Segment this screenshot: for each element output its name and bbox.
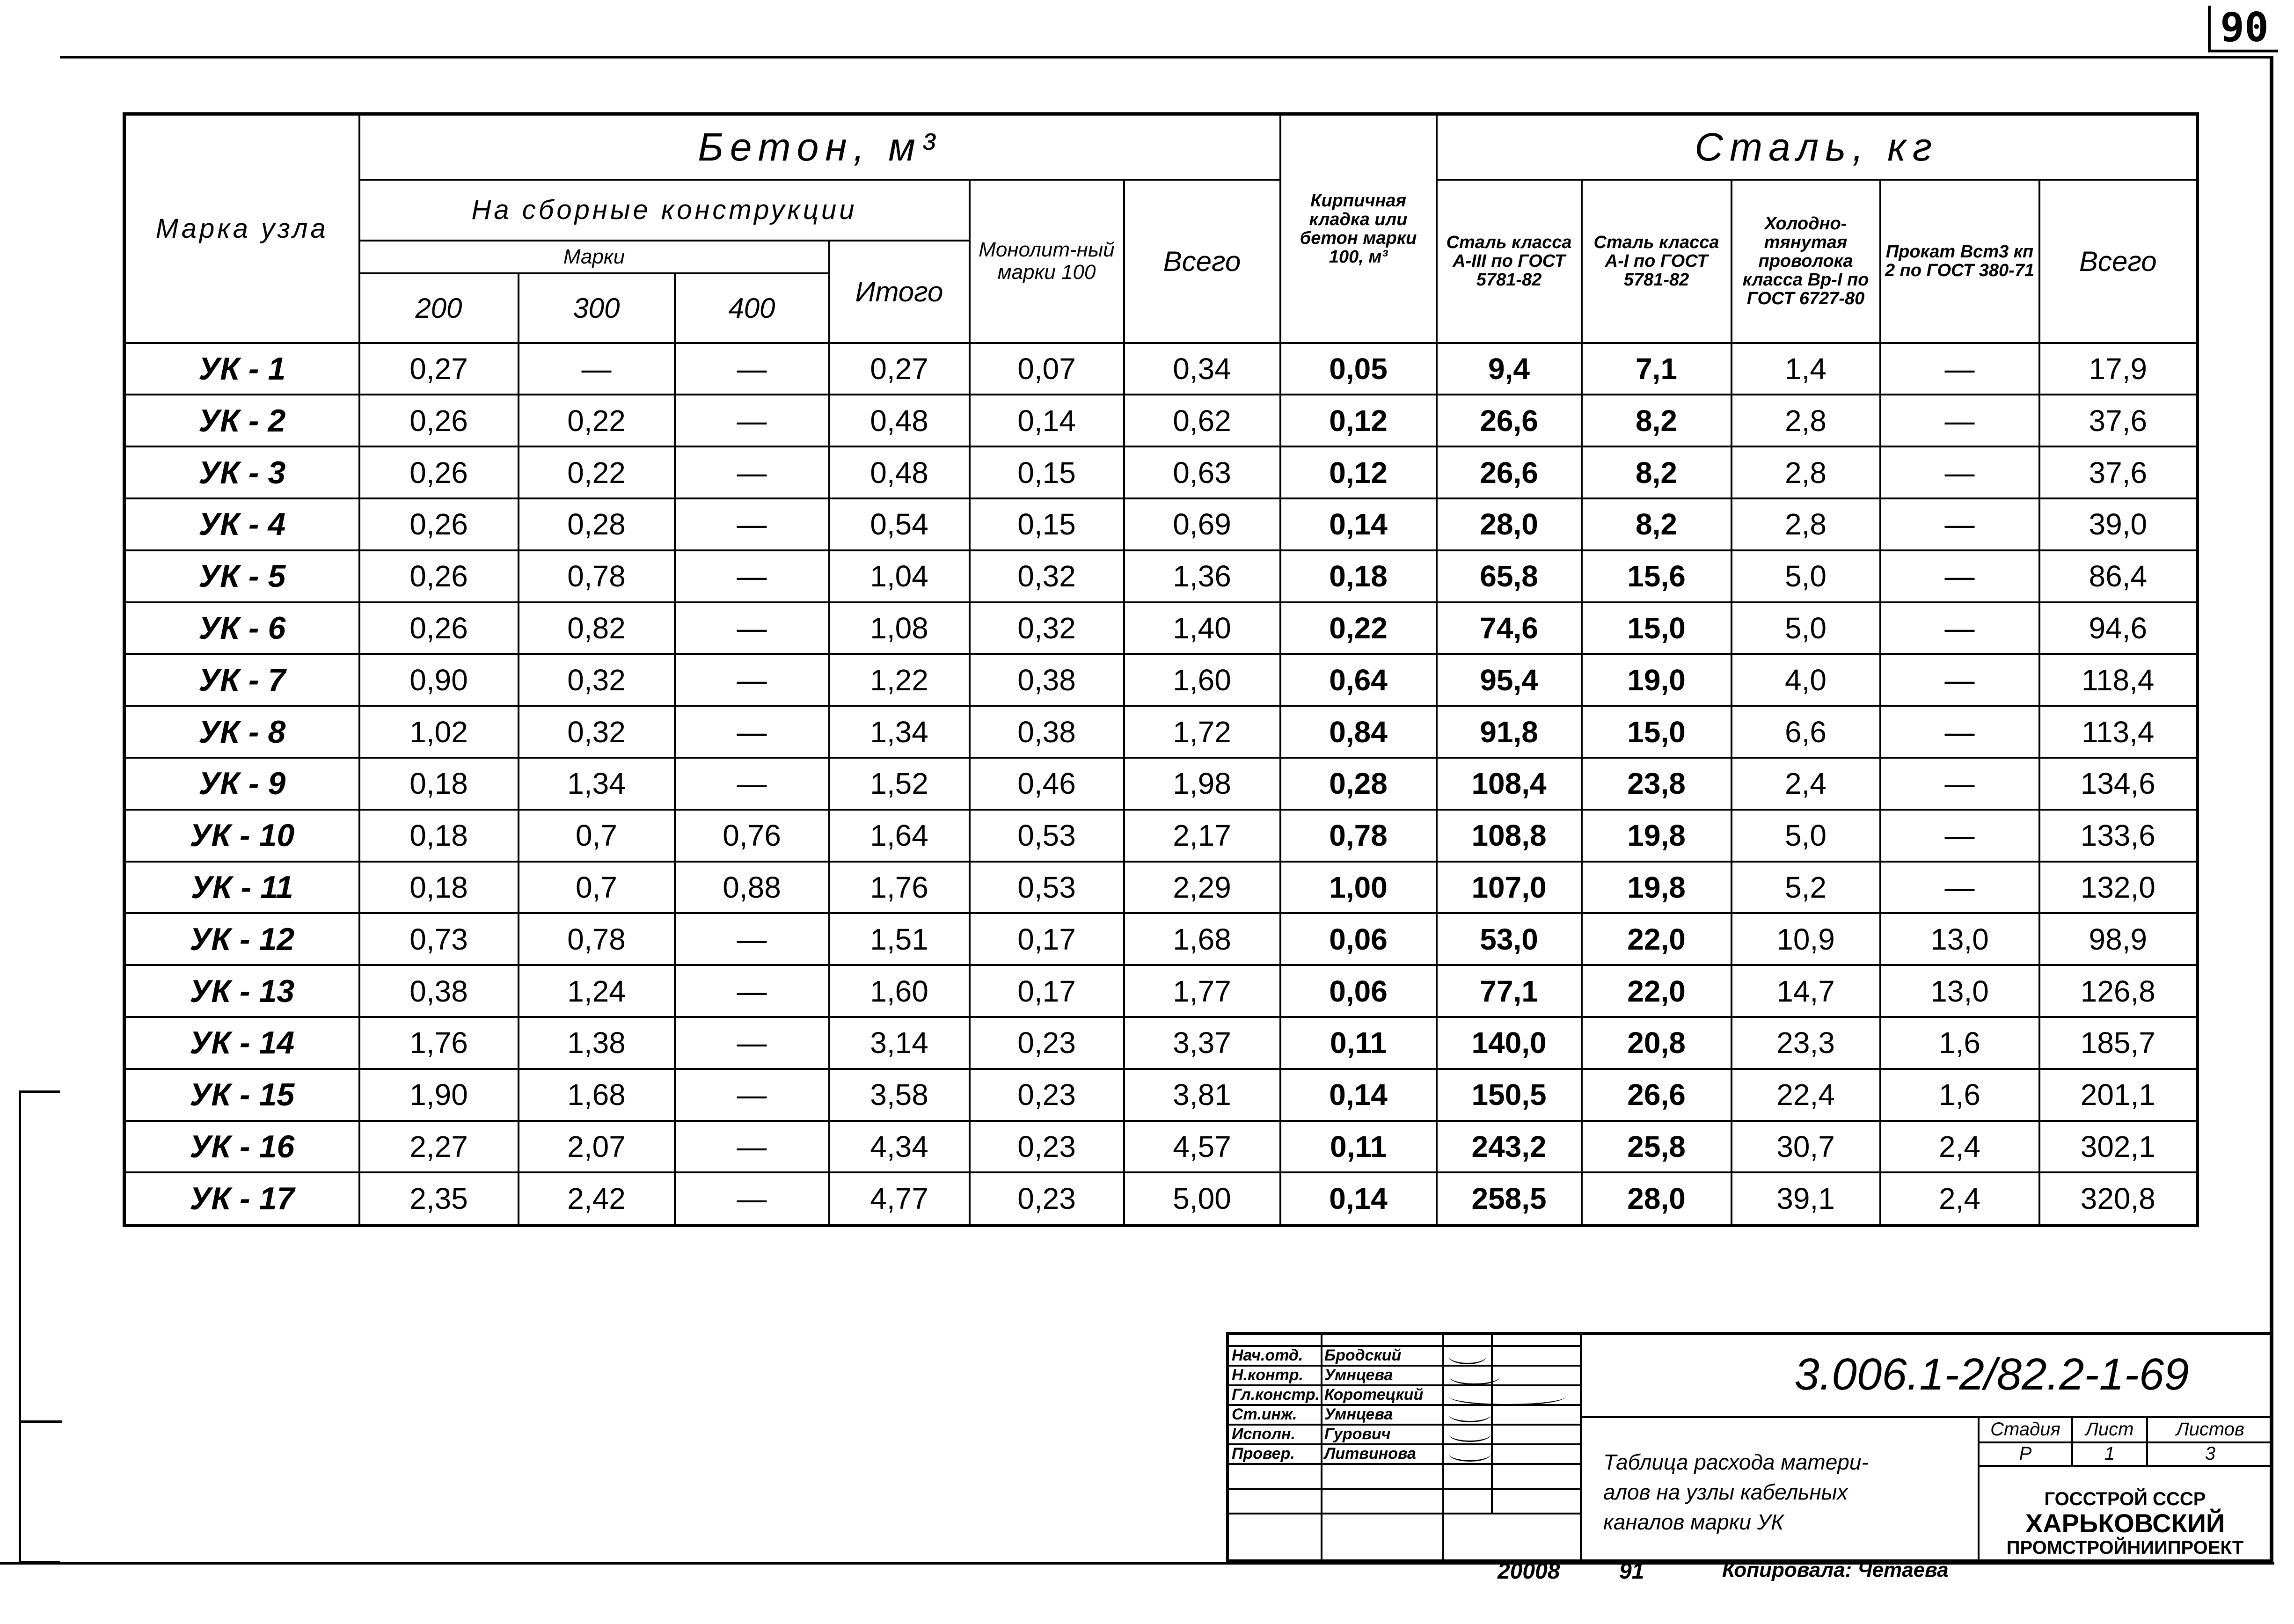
row-cell: 0,90 xyxy=(359,654,519,706)
row-cell: 1,24 xyxy=(519,965,675,1017)
row-cell: — xyxy=(1880,395,2039,446)
row-cell: 1,34 xyxy=(829,706,970,758)
row-mark: УК - 1 xyxy=(124,343,359,395)
row-cell: 0,23 xyxy=(970,1121,1124,1173)
row-cell: 14,7 xyxy=(1731,965,1880,1017)
row-cell: 2,4 xyxy=(1731,758,1880,810)
row-cell: 25,8 xyxy=(1582,1121,1731,1173)
row-cell: 0,38 xyxy=(359,965,519,1017)
row-cell: — xyxy=(675,654,829,706)
title-block xyxy=(1226,1332,2270,1562)
row-cell: 26,6 xyxy=(1437,395,1582,446)
row-cell: 22,0 xyxy=(1582,913,1731,965)
row-cell: 0,14 xyxy=(1280,1069,1437,1121)
row-cell: 0,53 xyxy=(970,810,1124,862)
stage-value: Р xyxy=(2019,1443,2032,1464)
row-cell: 140,0 xyxy=(1437,1017,1582,1069)
row-cell: 1,6 xyxy=(1880,1017,2039,1069)
row-cell: — xyxy=(675,758,829,810)
row-cell: 1,38 xyxy=(519,1017,675,1069)
header-monolith: Монолит-ный марки 100 xyxy=(970,180,1124,343)
row-cell: 0,22 xyxy=(1280,602,1437,654)
row-cell: 0,18 xyxy=(359,810,519,862)
row-cell: 2,07 xyxy=(519,1121,675,1173)
row-cell: 23,3 xyxy=(1731,1017,1880,1069)
role-3: Гл.констр. xyxy=(1232,1386,1320,1404)
row-cell: 2,27 xyxy=(359,1121,519,1173)
row-cell: 0,06 xyxy=(1280,913,1437,965)
row-cell: 9,4 xyxy=(1437,343,1582,395)
row-cell: 108,8 xyxy=(1437,810,1582,862)
row-cell: 10,9 xyxy=(1731,913,1880,965)
header-total-prefab: Итого xyxy=(829,241,970,343)
row-cell: 0,28 xyxy=(1280,758,1437,810)
row-mark: УК - 15 xyxy=(124,1069,359,1121)
row-cell: 0,46 xyxy=(970,758,1124,810)
header-rolled: Прокат Вст3 кп 2 по ГОСТ 380-71 xyxy=(1880,180,2039,343)
role-5: Исполн. xyxy=(1232,1425,1296,1443)
row-cell: 0,11 xyxy=(1280,1121,1437,1173)
row-cell: 19,0 xyxy=(1582,654,1731,706)
row-cell: 74,6 xyxy=(1437,602,1582,654)
row-cell: 0,62 xyxy=(1124,395,1280,446)
name-5: Гурович xyxy=(1324,1425,1391,1443)
row-cell: 0,15 xyxy=(970,446,1124,498)
row-cell: 0,63 xyxy=(1124,446,1280,498)
name-4: Умнцева xyxy=(1324,1405,1393,1423)
row-cell: — xyxy=(675,913,829,965)
row-cell: 0,48 xyxy=(829,395,970,446)
row-cell: 3,81 xyxy=(1124,1069,1280,1121)
row-cell: 0,54 xyxy=(829,498,970,550)
row-cell: 0,53 xyxy=(970,862,1124,914)
row-cell: 94,6 xyxy=(2039,602,2198,654)
table-row xyxy=(124,1069,2198,1121)
row-cell: 53,0 xyxy=(1437,913,1582,965)
row-cell: 22,4 xyxy=(1731,1069,1880,1121)
row-cell: 4,77 xyxy=(829,1172,970,1225)
row-cell: 0,73 xyxy=(359,913,519,965)
row-cell: — xyxy=(675,965,829,1017)
organization-stamp xyxy=(1978,1487,2272,1560)
row-cell: 3,37 xyxy=(1124,1017,1280,1069)
row-cell: 5,2 xyxy=(1731,862,1880,914)
role-4: Ст.инж. xyxy=(1232,1405,1297,1423)
row-cell: 201,1 xyxy=(2039,1069,2198,1121)
row-cell: 19,8 xyxy=(1582,862,1731,914)
row-cell: — xyxy=(675,706,829,758)
row-cell: 0,26 xyxy=(359,550,519,602)
header-wire: Холодно-тянутая проволока класса Вр-I по ГОСТ 6727-80 xyxy=(1731,180,1880,343)
row-mark: УК - 6 xyxy=(124,602,359,654)
row-cell: — xyxy=(675,602,829,654)
row-cell: 1,00 xyxy=(1280,862,1437,914)
row-cell: — xyxy=(1880,498,2039,550)
row-cell: — xyxy=(1880,758,2039,810)
row-cell: 0,32 xyxy=(519,706,675,758)
row-cell: 107,0 xyxy=(1437,862,1582,914)
row-cell: 1,68 xyxy=(1124,913,1280,965)
signature-4 xyxy=(1449,1407,1491,1422)
row-cell: 15,0 xyxy=(1582,602,1731,654)
row-cell: 0,23 xyxy=(970,1017,1124,1069)
row-cell: 0,28 xyxy=(519,498,675,550)
row-cell: 302,1 xyxy=(2039,1121,2198,1173)
row-cell: 2,42 xyxy=(519,1172,675,1225)
role-1: Нач.отд. xyxy=(1232,1346,1303,1364)
row-cell: 98,9 xyxy=(2039,913,2198,965)
row-cell: 1,98 xyxy=(1124,758,1280,810)
row-mark: УК - 12 xyxy=(124,913,359,965)
org-line-1: ГОССТРОЙ СССР xyxy=(2044,1489,2206,1509)
row-cell: 0,38 xyxy=(970,706,1124,758)
row-cell: 108,4 xyxy=(1437,758,1582,810)
row-cell: — xyxy=(1880,446,2039,498)
table-row xyxy=(124,654,2198,706)
stage-label: Стадия xyxy=(1990,1419,2060,1440)
row-cell: 4,34 xyxy=(829,1121,970,1173)
row-cell: 95,4 xyxy=(1437,654,1582,706)
binding-margin-box xyxy=(19,1090,60,1563)
row-cell: 1,52 xyxy=(829,758,970,810)
row-cell: 0,14 xyxy=(1280,1172,1437,1225)
signature-5 xyxy=(1449,1426,1491,1442)
table-row xyxy=(124,862,2198,914)
row-cell: — xyxy=(519,343,675,395)
row-cell: 126,8 xyxy=(2039,965,2198,1017)
row-cell: 0,78 xyxy=(1280,810,1437,862)
row-cell: 37,6 xyxy=(2039,446,2198,498)
row-cell: 258,5 xyxy=(1437,1172,1582,1225)
row-cell: — xyxy=(1880,654,2039,706)
row-mark: УК - 13 xyxy=(124,965,359,1017)
row-cell: 7,1 xyxy=(1582,343,1731,395)
row-cell: 5,0 xyxy=(1731,550,1880,602)
row-cell: 0,27 xyxy=(359,343,519,395)
document-title: Таблица расхода матери-алов на узлы кабельных каналов марки УК xyxy=(1603,1450,1869,1534)
document-number: 3.006.1-2/82.2-1-69 xyxy=(1794,1349,2189,1399)
table-row xyxy=(124,810,2198,862)
table-row xyxy=(124,1017,2198,1069)
row-mark: УК - 4 xyxy=(124,498,359,550)
row-cell: 19,8 xyxy=(1582,810,1731,862)
row-cell: 77,1 xyxy=(1437,965,1582,1017)
row-cell: 28,0 xyxy=(1582,1172,1731,1225)
header-steel: Сталь, кг xyxy=(1437,114,2198,180)
row-cell: — xyxy=(675,446,829,498)
row-cell: 2,4 xyxy=(1880,1172,2039,1225)
row-cell: 0,26 xyxy=(359,498,519,550)
sheets-value: 3 xyxy=(2205,1443,2216,1464)
row-cell: 1,6 xyxy=(1880,1069,2039,1121)
row-cell: 8,2 xyxy=(1582,446,1731,498)
row-cell: 0,22 xyxy=(519,446,675,498)
row-cell: 15,6 xyxy=(1582,550,1731,602)
row-cell: 23,8 xyxy=(1582,758,1731,810)
row-mark: УК - 16 xyxy=(124,1121,359,1173)
row-cell: 0,7 xyxy=(519,810,675,862)
row-cell: 0,64 xyxy=(1280,654,1437,706)
row-cell: 2,29 xyxy=(1124,862,1280,914)
row-cell: 15,0 xyxy=(1582,706,1731,758)
row-cell: 39,0 xyxy=(2039,498,2198,550)
sheet-label: Лист xyxy=(2085,1419,2134,1440)
table-row xyxy=(124,1172,2198,1225)
row-cell: 22,0 xyxy=(1582,965,1731,1017)
table-row xyxy=(124,913,2198,965)
row-cell: — xyxy=(675,395,829,446)
row-cell: 0,05 xyxy=(1280,343,1437,395)
row-mark: УК - 2 xyxy=(124,395,359,446)
header-total-steel: Всего xyxy=(2039,180,2198,343)
row-cell: 1,04 xyxy=(829,550,970,602)
row-cell: 0,07 xyxy=(970,343,1124,395)
header-mark: Марка узла xyxy=(124,114,359,343)
table-row xyxy=(124,758,2198,810)
row-cell: 3,58 xyxy=(829,1069,970,1121)
row-cell: 1,40 xyxy=(1124,602,1280,654)
row-cell: 26,6 xyxy=(1437,446,1582,498)
org-line-3: ПРОМСТРОЙНИИПРОЕКТ xyxy=(2006,1537,2244,1558)
row-mark: УК - 11 xyxy=(124,862,359,914)
footer-sheet: 91 xyxy=(1619,1559,1644,1584)
row-cell: 0,12 xyxy=(1280,446,1437,498)
row-cell: 0,7 xyxy=(519,862,675,914)
row-cell: — xyxy=(675,1121,829,1173)
row-cell: 30,7 xyxy=(1731,1121,1880,1173)
row-cell: — xyxy=(1880,550,2039,602)
table-row xyxy=(124,706,2198,758)
page-number: 90 xyxy=(2208,6,2278,52)
row-cell: 2,8 xyxy=(1731,498,1880,550)
row-cell: — xyxy=(675,1172,829,1225)
row-cell: 0,84 xyxy=(1280,706,1437,758)
row-cell: 118,4 xyxy=(2039,654,2198,706)
table-row xyxy=(124,395,2198,446)
table-row xyxy=(124,965,2198,1017)
row-cell: — xyxy=(675,343,829,395)
row-mark: УК - 10 xyxy=(124,810,359,862)
row-cell: 0,48 xyxy=(829,446,970,498)
row-cell: 1,72 xyxy=(1124,706,1280,758)
signature-1 xyxy=(1449,1349,1486,1364)
row-cell: 1,60 xyxy=(1124,654,1280,706)
row-cell: 5,00 xyxy=(1124,1172,1280,1225)
row-cell: 1,64 xyxy=(829,810,970,862)
row-cell: 0,26 xyxy=(359,446,519,498)
row-cell: 0,69 xyxy=(1124,498,1280,550)
row-cell: 1,36 xyxy=(1124,550,1280,602)
row-mark: УК - 14 xyxy=(124,1017,359,1069)
row-mark: УК - 3 xyxy=(124,446,359,498)
name-6: Литвинова xyxy=(1324,1445,1416,1463)
org-line-2: ХАРЬКОВСКИЙ xyxy=(2025,1508,2225,1538)
row-cell: — xyxy=(1880,810,2039,862)
sheets-label: Листов xyxy=(2176,1419,2244,1440)
header-steel-a1: Сталь класса А-I по ГОСТ 5781-82 xyxy=(1582,180,1731,343)
row-cell: 320,8 xyxy=(2039,1172,2198,1225)
row-mark: УК - 17 xyxy=(124,1172,359,1225)
row-cell: 0,17 xyxy=(970,965,1124,1017)
row-cell: 86,4 xyxy=(2039,550,2198,602)
row-cell: 6,6 xyxy=(1731,706,1880,758)
row-cell: 1,4 xyxy=(1731,343,1880,395)
row-cell: 3,14 xyxy=(829,1017,970,1069)
row-cell: — xyxy=(1880,706,2039,758)
row-cell: 0,88 xyxy=(675,862,829,914)
footer-copied-by: Копировала: Четаева xyxy=(1722,1558,1949,1581)
row-cell: 0,23 xyxy=(970,1069,1124,1121)
row-cell: — xyxy=(675,498,829,550)
row-mark: УК - 8 xyxy=(124,706,359,758)
row-cell: 4,57 xyxy=(1124,1121,1280,1173)
row-cell: 1,76 xyxy=(359,1017,519,1069)
signature-3 xyxy=(1449,1387,1566,1405)
role-2: Н.контр. xyxy=(1232,1366,1303,1384)
row-cell: 28,0 xyxy=(1437,498,1582,550)
row-cell: 2,35 xyxy=(359,1172,519,1225)
header-concrete: Бетон, м³ xyxy=(359,114,1280,180)
signature-2 xyxy=(1449,1368,1500,1385)
materials-table xyxy=(123,112,2199,1227)
row-cell: 0,18 xyxy=(359,862,519,914)
row-cell: 134,6 xyxy=(2039,758,2198,810)
row-cell: 0,15 xyxy=(970,498,1124,550)
name-3: Коротецкий xyxy=(1324,1386,1424,1404)
name-2: Умнцева xyxy=(1324,1366,1393,1384)
row-cell: 185,7 xyxy=(2039,1017,2198,1069)
row-cell: 0,76 xyxy=(675,810,829,862)
row-mark: УК - 5 xyxy=(124,550,359,602)
row-cell: 0,11 xyxy=(1280,1017,1437,1069)
row-cell: 1,77 xyxy=(1124,965,1280,1017)
row-cell: 2,17 xyxy=(1124,810,1280,862)
row-cell: 0,78 xyxy=(519,550,675,602)
row-cell: 0,32 xyxy=(970,602,1124,654)
header-grade-300: 300 xyxy=(519,273,675,343)
row-cell: 0,12 xyxy=(1280,395,1437,446)
row-cell: 0,06 xyxy=(1280,965,1437,1017)
role-6: Провер. xyxy=(1232,1445,1295,1463)
row-cell: 1,51 xyxy=(829,913,970,965)
row-cell: 17,9 xyxy=(2039,343,2198,395)
row-cell: 37,6 xyxy=(2039,395,2198,446)
table-row xyxy=(124,1121,2198,1173)
row-cell: 2,4 xyxy=(1880,1121,2039,1173)
header-total-concrete: Всего xyxy=(1124,180,1280,343)
row-cell: 20,8 xyxy=(1582,1017,1731,1069)
table-row xyxy=(124,550,2198,602)
header-grades: Марки xyxy=(359,241,829,273)
row-cell: 0,23 xyxy=(970,1172,1124,1225)
row-cell: 0,32 xyxy=(519,654,675,706)
row-cell: 0,78 xyxy=(519,913,675,965)
header-brick: Кирпичная кладка или бетон марки 100, м³ xyxy=(1280,114,1437,343)
row-cell: 113,4 xyxy=(2039,706,2198,758)
row-cell: 8,2 xyxy=(1582,395,1731,446)
row-cell: 13,0 xyxy=(1880,965,2039,1017)
header-steel-a3: Сталь класса А-III по ГОСТ 5781-82 xyxy=(1437,180,1582,343)
row-cell: 0,14 xyxy=(970,395,1124,446)
row-cell: 2,8 xyxy=(1731,395,1880,446)
row-cell: 5,0 xyxy=(1731,602,1880,654)
row-cell: 39,1 xyxy=(1731,1172,1880,1225)
row-mark: УК - 7 xyxy=(124,654,359,706)
row-cell: 0,38 xyxy=(970,654,1124,706)
row-cell: 1,90 xyxy=(359,1069,519,1121)
row-cell: 1,76 xyxy=(829,862,970,914)
row-cell: 1,34 xyxy=(519,758,675,810)
row-cell: 0,82 xyxy=(519,602,675,654)
row-cell: 0,17 xyxy=(970,913,1124,965)
row-cell: 1,02 xyxy=(359,706,519,758)
row-cell: 8,2 xyxy=(1582,498,1731,550)
table-row xyxy=(124,602,2198,654)
row-cell: 0,26 xyxy=(359,602,519,654)
footer-number: 20008 xyxy=(1498,1559,1560,1584)
row-cell: 0,26 xyxy=(359,395,519,446)
table-row xyxy=(124,498,2198,550)
name-1: Бродский xyxy=(1324,1346,1402,1364)
row-cell: 1,22 xyxy=(829,654,970,706)
header-grade-400: 400 xyxy=(675,273,829,343)
header-grade-200: 200 xyxy=(359,273,519,343)
row-cell: 243,2 xyxy=(1437,1121,1582,1173)
row-cell: 1,68 xyxy=(519,1069,675,1121)
row-cell: — xyxy=(675,1017,829,1069)
row-cell: 0,18 xyxy=(359,758,519,810)
row-cell: 0,32 xyxy=(970,550,1124,602)
row-cell: 0,34 xyxy=(1124,343,1280,395)
row-cell: — xyxy=(675,550,829,602)
table-row xyxy=(124,343,2198,395)
row-cell: — xyxy=(675,1069,829,1121)
row-cell: — xyxy=(1880,343,2039,395)
row-cell: 91,8 xyxy=(1437,706,1582,758)
row-cell: 1,60 xyxy=(829,965,970,1017)
row-cell: 26,6 xyxy=(1582,1069,1731,1121)
header-prefab: На сборные конструкции xyxy=(359,180,970,241)
row-cell: 133,6 xyxy=(2039,810,2198,862)
row-cell: 4,0 xyxy=(1731,654,1880,706)
row-cell: — xyxy=(1880,602,2039,654)
row-cell: 13,0 xyxy=(1880,913,2039,965)
row-cell: 2,8 xyxy=(1731,446,1880,498)
row-cell: 132,0 xyxy=(2039,862,2198,914)
row-cell: 0,22 xyxy=(519,395,675,446)
signature-6 xyxy=(1449,1446,1491,1462)
row-cell: 150,5 xyxy=(1437,1069,1582,1121)
row-cell: 5,0 xyxy=(1731,810,1880,862)
row-cell: 0,27 xyxy=(829,343,970,395)
row-mark: УК - 9 xyxy=(124,758,359,810)
row-cell: 65,8 xyxy=(1437,550,1582,602)
row-cell: 0,14 xyxy=(1280,498,1437,550)
table-body xyxy=(124,343,2198,1226)
table-row xyxy=(124,446,2198,498)
row-cell: 0,18 xyxy=(1280,550,1437,602)
sheet-value: 1 xyxy=(2104,1443,2115,1464)
row-cell: — xyxy=(1880,862,2039,914)
row-cell: 1,08 xyxy=(829,602,970,654)
